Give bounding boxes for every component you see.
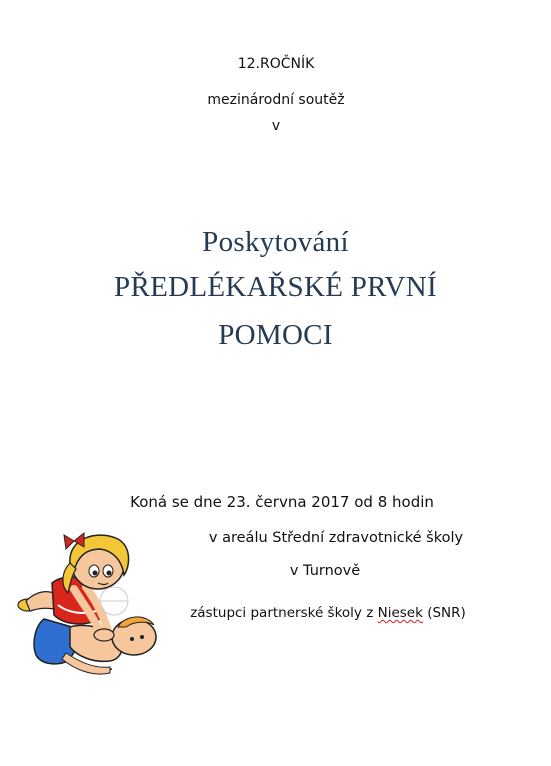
- partner-school-line: [178, 605, 478, 621]
- connector-word: v: [271, 118, 281, 134]
- competition-subtitle: mezinárodní soutěž: [207, 92, 345, 108]
- event-town: v Turnově: [289, 563, 361, 579]
- partner-prefix: zástupci partnerské školy z: [190, 605, 378, 621]
- first-aid-cpr-illustration-icon: [14, 527, 172, 683]
- event-venue: v areálu Střední zdravotnické školy: [208, 530, 464, 546]
- title-line-3: POMOCI: [218, 319, 333, 351]
- event-date: Koná se dne 23. června 2017 od 8 hodin: [130, 493, 434, 511]
- partner-suffix: (SNR): [422, 605, 466, 621]
- edition-label: 12.ROČNÍK: [237, 56, 315, 72]
- partner-town: Niesek: [377, 605, 423, 621]
- title-line-1: Poskytování: [202, 226, 349, 258]
- title-line-2: PŘEDLÉKAŘSKÉ PRVNÍ: [114, 271, 437, 303]
